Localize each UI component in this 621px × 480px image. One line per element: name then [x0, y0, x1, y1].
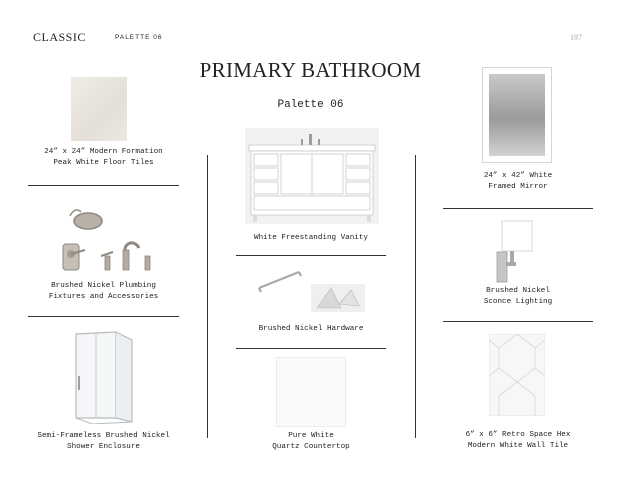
divider [236, 255, 386, 256]
vanity-caption [236, 233, 386, 244]
hardware-image [255, 264, 367, 314]
countertop-caption [236, 431, 386, 453]
caption-line: Fixtures and Accessories [48, 293, 159, 301]
wall-tile-image [489, 334, 545, 416]
plumbing-caption [28, 281, 179, 303]
countertop-swatch [276, 357, 346, 427]
shower-enclosure-image [72, 328, 136, 424]
caption-line: Sconce Lighting [483, 298, 553, 306]
page-subtitle: Palette 06 [277, 99, 344, 111]
brand-label: CLASSIC [33, 30, 86, 44]
caption-line: 6” x 6” Retro Space Hex [465, 431, 571, 439]
cabinet-knob-icon [311, 284, 365, 312]
sconce-caption [443, 286, 593, 308]
divider [415, 155, 416, 438]
faucet-icon [101, 243, 150, 270]
caption-line: Brushed Nickel [486, 287, 550, 295]
palette-tag: PALETTE 06 [115, 34, 163, 41]
caption-line: Semi-Frameless Brushed Nickel [37, 432, 170, 440]
mirror-caption [443, 171, 593, 193]
vanity-image [245, 128, 379, 224]
caption-line: Shower Enclosure [67, 443, 140, 451]
page-number: 197 [570, 33, 582, 42]
towel-bar-icon [259, 272, 301, 292]
caption-line: Peak White Floor Tiles [53, 159, 154, 167]
shower-head-icon [70, 210, 102, 229]
caption-line: 24” x 24” Modern Formation [44, 148, 163, 156]
caption-line: Quartz Countertop [272, 443, 350, 451]
divider [443, 208, 593, 209]
caption-line: Brushed Nickel Hardware [258, 325, 364, 333]
wall-tile-caption [443, 430, 593, 452]
divider [28, 185, 179, 186]
valve-trim-icon [63, 244, 85, 270]
divider [28, 316, 179, 317]
floor-tile-swatch [71, 77, 127, 141]
divider [207, 155, 208, 438]
hardware-caption [236, 324, 386, 335]
mirror-glass [489, 74, 545, 156]
sconce-image [492, 218, 536, 284]
caption-line: White Freestanding Vanity [254, 234, 368, 242]
divider [236, 348, 386, 349]
plumbing-fixtures-image [55, 198, 160, 276]
mirror-image [483, 68, 551, 162]
shower-caption [28, 431, 179, 453]
caption-line: Brushed Nickel Plumbing [51, 282, 156, 290]
caption-line: Modern White Wall Tile [467, 442, 569, 450]
caption-line: Framed Mirror [488, 183, 548, 191]
caption-line: 24” x 42” White [483, 172, 553, 180]
caption-line: Pure White [288, 432, 334, 440]
floor-tile-caption [28, 147, 179, 169]
divider [443, 321, 593, 322]
page-title: PRIMARY BATHROOM [199, 58, 422, 82]
